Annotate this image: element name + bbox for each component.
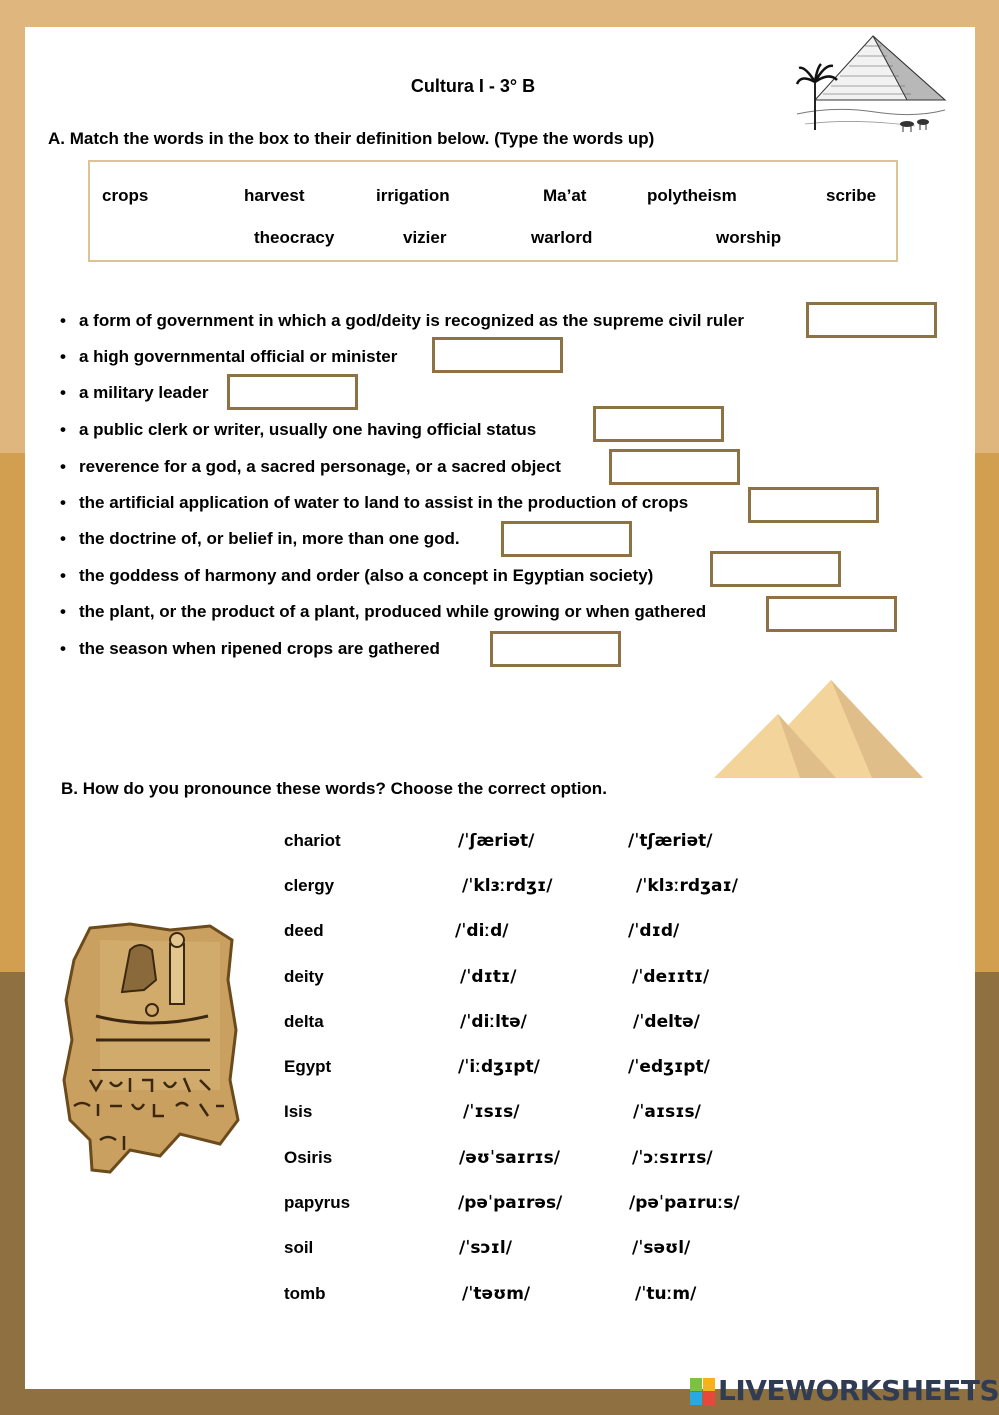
papyrus-hieroglyph-illustration xyxy=(60,920,240,1178)
answer-input-maat[interactable] xyxy=(710,551,841,587)
pronunciation-option-1[interactable]: /pəˈpaɪrəs/ xyxy=(458,1193,563,1213)
pronunciation-word: delta xyxy=(284,1012,324,1031)
pyramid-sketch-illustration xyxy=(795,34,947,138)
pronunciation-option-1[interactable]: /ˈsɔɪl/ xyxy=(459,1238,512,1258)
pronunciation-word: chariot xyxy=(284,831,341,850)
word-bank-item: crops xyxy=(102,186,149,205)
pronunciation-word: soil xyxy=(284,1238,314,1257)
answer-input-worship[interactable] xyxy=(609,449,740,485)
pronunciation-option-2[interactable]: /ˈtuːm/ xyxy=(635,1284,697,1304)
pronunciation-word: Isis xyxy=(284,1102,313,1121)
pyramids-illustration xyxy=(714,678,924,780)
definition-item: • the plant, or the product of a plant, produced while growing or when gathered xyxy=(60,602,707,621)
definition-item: • the season when ripened crops are gathered xyxy=(60,639,440,658)
answer-input-polytheism[interactable] xyxy=(501,521,632,557)
answer-input-irrigation[interactable] xyxy=(748,487,879,523)
definition-item: • a high governmental official or minister xyxy=(60,347,398,366)
word-bank-item: vizier xyxy=(403,228,447,247)
definition-item: • the doctrine of, or belief in, more than one god. xyxy=(60,529,460,548)
definition-item: • a military leader xyxy=(60,383,209,402)
pronunciation-option-1[interactable]: /əʊˈsaɪrɪs/ xyxy=(459,1148,560,1168)
pronunciation-word: deed xyxy=(284,921,324,940)
pronunciation-option-1[interactable]: /ˈdiːd/ xyxy=(455,921,509,941)
pronunciation-option-1[interactable]: /ˈdiːltə/ xyxy=(460,1012,527,1032)
pronunciation-word: papyrus xyxy=(284,1193,351,1212)
section-b-heading: B. How do you pronounce these words? Choose the correct option. xyxy=(61,779,607,798)
pronunciation-option-1[interactable]: /ˈdɪtɪ/ xyxy=(460,967,517,987)
pronunciation-option-2[interactable]: /ˈsəʊl/ xyxy=(632,1238,691,1258)
pronunciation-option-2[interactable]: /ˈɔːsɪrɪs/ xyxy=(632,1148,713,1168)
definition-item: • the artificial application of water to land to assist in the production of crops xyxy=(60,493,689,512)
section-a-heading: A. Match the words in the box to their definition below. (Type the words up) xyxy=(48,129,655,148)
pronunciation-option-2[interactable]: /ˈdeɪɪtɪ/ xyxy=(632,967,710,987)
word-bank-item: worship xyxy=(716,228,782,247)
pronunciation-word: Osiris xyxy=(284,1148,333,1167)
answer-input-harvest[interactable] xyxy=(490,631,621,667)
word-bank-item: scribe xyxy=(826,186,877,205)
liveworksheets-logo-text: LIVEWORKSHEETS xyxy=(718,1374,999,1407)
pronunciation-option-2[interactable]: /ˈdeltə/ xyxy=(633,1012,700,1032)
answer-input-crops[interactable] xyxy=(766,596,897,632)
word-bank-item: Ma’at xyxy=(543,186,587,205)
pronunciation-option-2[interactable]: /ˈtʃæriət/ xyxy=(628,831,713,851)
liveworksheets-badge-icon xyxy=(690,1378,716,1406)
pronunciation-option-2[interactable]: /pəˈpaɪruːs/ xyxy=(629,1193,740,1213)
answer-input-theocracy[interactable] xyxy=(806,302,937,338)
pronunciation-option-1[interactable]: /ˈiːdʒɪpt/ xyxy=(458,1057,540,1077)
definition-item: • a public clerk or writer, usually one having official status xyxy=(60,420,537,439)
answer-input-vizier[interactable] xyxy=(432,337,563,373)
word-bank-item: harvest xyxy=(244,186,305,205)
pronunciation-word: clergy xyxy=(284,876,335,895)
pronunciation-option-1[interactable]: /ˈɪsɪs/ xyxy=(463,1102,520,1122)
page-title: Cultura I - 3° B xyxy=(410,76,536,96)
definition-item: • reverence for a god, a sacred personage, or a sacred object xyxy=(60,457,561,476)
pronunciation-option-2[interactable]: /ˈaɪsɪs/ xyxy=(633,1102,701,1122)
answer-input-scribe[interactable] xyxy=(593,406,724,442)
pronunciation-option-2[interactable]: /ˈklɜːrdʒaɪ/ xyxy=(636,876,738,896)
definition-item: • the goddess of harmony and order (also a concept in Egyptian society) xyxy=(60,566,654,585)
pronunciation-option-1[interactable]: /ˈtəʊm/ xyxy=(462,1284,531,1304)
word-bank-item: theocracy xyxy=(254,228,335,247)
answer-input-warlord[interactable] xyxy=(227,374,358,410)
pronunciation-option-1[interactable]: /ˈʃæriət/ xyxy=(458,831,535,851)
definition-item: • a form of government in which a god/deity is recognized as the supreme civil ruler xyxy=(60,311,745,330)
pronunciation-word: tomb xyxy=(284,1284,326,1303)
word-bank-item: irrigation xyxy=(376,186,450,205)
word-bank-item: warlord xyxy=(531,228,593,247)
word-bank-item: polytheism xyxy=(647,186,737,205)
pronunciation-option-1[interactable]: /ˈklɜːrdʒɪ/ xyxy=(462,876,553,896)
pronunciation-word: deity xyxy=(284,967,324,986)
pronunciation-option-2[interactable]: /ˈedʒɪpt/ xyxy=(628,1057,710,1077)
pronunciation-option-2[interactable]: /ˈdɪd/ xyxy=(628,921,680,941)
pronunciation-word: Egypt xyxy=(284,1057,332,1076)
